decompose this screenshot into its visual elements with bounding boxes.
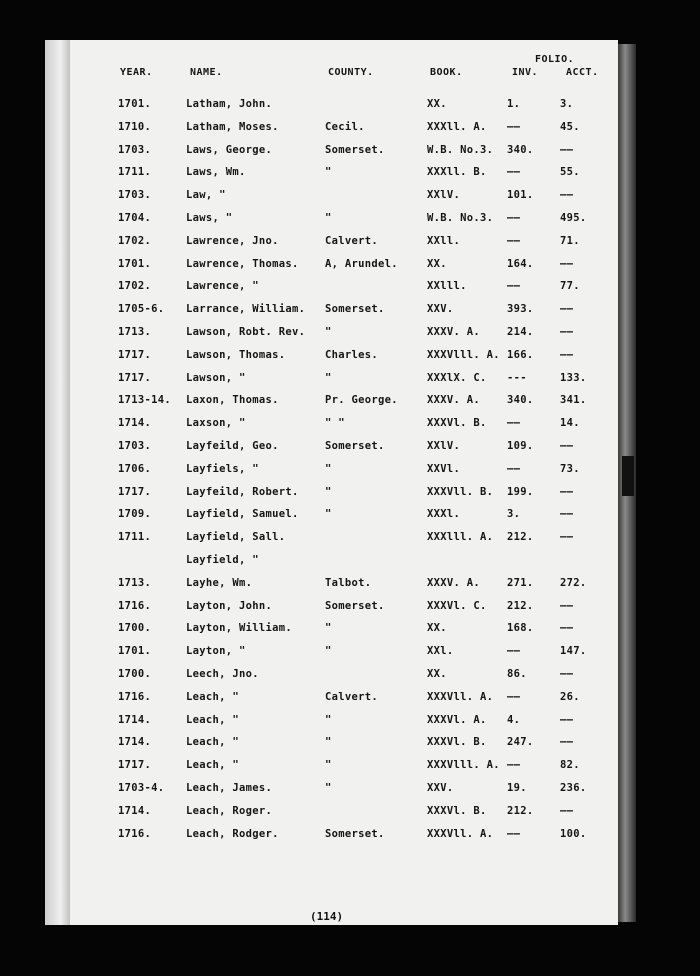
inv-cell: 212. [507, 599, 534, 612]
acct-cell: —— [560, 668, 574, 680]
ledger-row [0, 349, 700, 371]
ledger-row [0, 805, 700, 827]
inv-cell: —— [507, 280, 521, 293]
county-cell: A, Arundel. [325, 257, 398, 270]
name-cell: Lawson, " [186, 371, 246, 384]
header-county: COUNTY. [328, 67, 374, 78]
name-cell: Leach, Rodger. [186, 827, 279, 840]
acct-cell: —— [560, 326, 574, 338]
name-cell: Latham, John. [186, 98, 273, 110]
inv-cell: 340. [507, 143, 534, 156]
county-cell: " [325, 326, 332, 338]
acct-cell: 147. [560, 645, 587, 658]
acct-cell: —— [560, 257, 574, 270]
ledger-row [0, 372, 700, 394]
book-cell: XX. [427, 257, 447, 270]
ledger-row [0, 668, 700, 690]
acct-cell: 100. [560, 827, 587, 840]
ledger-row [0, 98, 700, 120]
name-cell: Layton, John. [186, 599, 273, 612]
inv-cell: —— [507, 690, 521, 703]
book-cell: XXXll. B. [427, 166, 487, 179]
name-cell: Leach, " [186, 690, 239, 703]
year-cell: 1700. [118, 668, 152, 680]
county-cell: Somerset. [325, 599, 385, 612]
county-cell: " [325, 713, 332, 726]
book-cell: XXV. [427, 782, 454, 794]
ledger-row [0, 782, 700, 804]
name-cell: Layfield, Samuel. [186, 508, 299, 521]
book-cell: XXXVlll. A. [427, 759, 500, 772]
county-cell: " [325, 736, 332, 749]
year-cell: 1714. [118, 713, 152, 726]
book-cell: XXXVl. B. [427, 736, 487, 749]
year-cell: 1703. [118, 189, 152, 202]
name-cell: Laws, George. [186, 143, 273, 156]
ledger-row [0, 531, 700, 553]
name-cell: Lawrence, " [186, 280, 259, 293]
inv-cell: 393. [507, 303, 534, 316]
ledger-row [0, 303, 700, 325]
book-cell: XXl. [427, 645, 454, 658]
acct-cell: —— [560, 189, 574, 202]
acct-cell: —— [560, 348, 574, 361]
name-cell: Layfield, " [186, 554, 259, 566]
year-cell: 1701. [118, 645, 152, 658]
county-cell: " [325, 371, 332, 384]
county-cell: " [325, 645, 332, 658]
inv-cell: 109. [507, 440, 534, 452]
ledger-row [0, 486, 700, 508]
year-cell: 1717. [118, 348, 152, 361]
name-cell: Laxson, " [186, 417, 246, 430]
county-cell: Calvert. [325, 690, 378, 703]
year-cell: 1703. [118, 440, 152, 452]
inv-cell: —— [507, 645, 521, 658]
name-cell: Leach, " [186, 759, 239, 772]
name-cell: Layton, William. [186, 622, 292, 635]
book-cell: XXXl. [427, 508, 461, 521]
acct-cell: 73. [560, 462, 580, 475]
acct-cell: —— [560, 440, 574, 452]
year-cell: 1709. [118, 508, 152, 521]
ledger-row [0, 828, 700, 850]
book-cell: XXXlll. A. [427, 531, 494, 544]
header-book: BOOK. [430, 67, 463, 78]
inv-cell: 3. [507, 508, 521, 521]
inv-cell: —— [507, 462, 521, 475]
county-cell: " " [325, 417, 345, 430]
acct-cell: 45. [560, 120, 580, 133]
book-cell: XXXlX. C. [427, 371, 487, 384]
inv-cell: —— [507, 417, 521, 430]
inv-cell: —— [507, 166, 521, 179]
name-cell: Laxon, Thomas. [186, 394, 279, 407]
inv-cell: 340. [507, 394, 534, 407]
acct-cell: 341. [560, 394, 587, 407]
name-cell: Laws, Wm. [186, 166, 246, 179]
ledger-row [0, 691, 700, 713]
acct-cell: 55. [560, 166, 580, 179]
name-cell: Lawrence, Jno. [186, 234, 279, 247]
year-cell: 1703. [118, 143, 152, 156]
county-cell: " [325, 759, 332, 772]
county-cell: Somerset. [325, 303, 385, 316]
ledger-row [0, 645, 700, 667]
book-cell: XXXVll. A. [427, 690, 494, 703]
inv-cell: --- [507, 371, 527, 384]
county-cell: " [325, 166, 332, 179]
ledger-row [0, 326, 700, 348]
book-cell: XXXVll. A. [427, 827, 494, 840]
ledger-row [0, 714, 700, 736]
county-cell: " [325, 508, 332, 521]
county-cell: Somerset. [325, 440, 385, 452]
ledger-row [0, 508, 700, 530]
book-cell: XXXV. A. [427, 576, 480, 589]
book-cell: XXlV. [427, 189, 461, 202]
year-cell: 1701. [118, 257, 152, 270]
year-cell: 1713. [118, 576, 152, 589]
book-cell: XXV. [427, 303, 454, 316]
ledger-row [0, 280, 700, 302]
ledger-row [0, 258, 700, 280]
inv-cell: 4. [507, 713, 521, 726]
year-cell: 1701. [118, 98, 152, 110]
book-cell: XX. [427, 668, 447, 680]
acct-cell: —— [560, 713, 574, 726]
book-cell: XXXVl. C. [427, 599, 487, 612]
book-cell: W.B. No.3. [427, 143, 494, 156]
ledger-row [0, 554, 700, 576]
acct-cell: 272. [560, 576, 587, 589]
name-cell: Law, " [186, 189, 226, 202]
year-cell: 1717. [118, 759, 152, 772]
acct-cell: —— [560, 303, 574, 316]
inv-cell: —— [507, 234, 521, 247]
year-cell: 1704. [118, 212, 152, 224]
acct-cell: 82. [560, 759, 580, 772]
acct-cell: —— [560, 736, 574, 749]
year-cell: 1714. [118, 417, 152, 430]
acct-cell: —— [560, 485, 574, 498]
name-cell: Lawson, Thomas. [186, 348, 286, 361]
inv-cell: —— [507, 759, 521, 772]
year-cell: 1705-6. [118, 303, 165, 316]
name-cell: Layton, " [186, 645, 246, 658]
book-cell: XXXVl. A. [427, 713, 487, 726]
name-cell: Layhe, Wm. [186, 576, 253, 589]
book-cell: XXXVll. B. [427, 485, 494, 498]
inv-cell: 101. [507, 189, 534, 202]
inv-cell: 166. [507, 348, 534, 361]
year-cell: 1716. [118, 827, 152, 840]
inv-cell: 1. [507, 98, 521, 110]
inv-cell: 199. [507, 485, 534, 498]
inv-cell: 86. [507, 668, 527, 680]
ledger-row [0, 622, 700, 644]
year-cell: 1700. [118, 622, 152, 635]
inv-cell: —— [507, 212, 521, 224]
ledger-row [0, 600, 700, 622]
name-cell: Layfeild, Geo. [186, 440, 279, 452]
name-cell: Leach, " [186, 713, 239, 726]
acct-cell: 71. [560, 234, 580, 247]
year-cell: 1713. [118, 326, 152, 338]
acct-cell: 236. [560, 782, 587, 794]
acct-cell: 495. [560, 212, 587, 224]
year-cell: 1711. [118, 531, 152, 544]
acct-cell: —— [560, 508, 574, 521]
book-cell: XXXll. A. [427, 120, 487, 133]
year-cell: 1714. [118, 736, 152, 749]
year-cell: 1716. [118, 599, 152, 612]
book-cell: XXXVlll. A. [427, 348, 500, 361]
county-cell: Pr. George. [325, 394, 398, 407]
header-acct: ACCT. [566, 67, 599, 78]
ledger-row [0, 235, 700, 257]
ledger-row [0, 121, 700, 143]
book-cell: XXll. [427, 234, 461, 247]
acct-cell: 3. [560, 98, 574, 110]
year-cell: 1714. [118, 804, 152, 817]
county-cell: Somerset. [325, 143, 385, 156]
book-cell: XXlV. [427, 440, 461, 452]
county-cell: Cecil. [325, 120, 365, 133]
year-cell: 1702. [118, 280, 152, 293]
book-cell: XXXVl. B. [427, 804, 487, 817]
ledger-row [0, 759, 700, 781]
inv-cell: —— [507, 827, 521, 840]
name-cell: Leech, Jno. [186, 668, 259, 680]
year-cell: 1717. [118, 371, 152, 384]
ledger-row [0, 577, 700, 599]
book-cell: XXXV. A. [427, 394, 480, 407]
book-cell: XXXV. A. [427, 326, 480, 338]
acct-cell: —— [560, 599, 574, 612]
acct-cell: —— [560, 804, 574, 817]
name-cell: Lawson, Robt. Rev. [186, 326, 306, 338]
name-cell: Leach, James. [186, 782, 273, 794]
name-cell: Laws, " [186, 212, 233, 224]
name-cell: Latham, Moses. [186, 120, 279, 133]
header-name: NAME. [190, 67, 223, 78]
inv-cell: 168. [507, 622, 534, 635]
book-cell: XX. [427, 98, 447, 110]
book-cell: W.B. No.3. [427, 212, 494, 224]
inv-cell: 19. [507, 782, 527, 794]
name-cell: Layfeild, Robert. [186, 485, 299, 498]
acct-cell: 77. [560, 280, 580, 293]
inv-cell: —— [507, 120, 521, 133]
year-cell: 1703-4. [118, 782, 165, 794]
ledger-row [0, 417, 700, 439]
county-cell: " [325, 485, 332, 498]
acct-cell: 26. [560, 690, 580, 703]
acct-cell: 14. [560, 417, 580, 430]
inv-cell: 212. [507, 531, 534, 544]
name-cell: Lawrence, Thomas. [186, 257, 299, 270]
book-cell: XXVl. [427, 462, 461, 475]
year-cell: 1710. [118, 120, 152, 133]
year-cell: 1717. [118, 485, 152, 498]
ledger-row [0, 394, 700, 416]
county-cell: Somerset. [325, 827, 385, 840]
inv-cell: 164. [507, 257, 534, 270]
county-cell: Talbot. [325, 576, 372, 589]
county-cell: " [325, 622, 332, 635]
acct-cell: —— [560, 143, 574, 156]
page-number: (114) [310, 910, 344, 923]
ledger-row [0, 736, 700, 758]
inv-cell: 271. [507, 576, 534, 589]
inv-cell: 212. [507, 804, 534, 817]
year-cell: 1713-14. [118, 394, 171, 407]
ledger-row [0, 440, 700, 462]
name-cell: Layfiels, " [186, 462, 259, 475]
acct-cell: 133. [560, 371, 587, 384]
county-cell: Charles. [325, 348, 378, 361]
year-cell: 1702. [118, 234, 152, 247]
year-cell: 1711. [118, 166, 152, 179]
acct-cell: —— [560, 531, 574, 544]
county-cell: " [325, 782, 332, 794]
name-cell: Layfield, Sall. [186, 531, 286, 544]
header-year: YEAR. [120, 67, 153, 78]
acct-cell: —— [560, 622, 574, 635]
name-cell: Leach, Roger. [186, 804, 273, 817]
name-cell: Larrance, William. [186, 303, 306, 316]
inv-cell: 247. [507, 736, 534, 749]
ledger-row [0, 144, 700, 166]
ledger-row [0, 212, 700, 234]
county-cell: " [325, 212, 332, 224]
book-cell: XXlll. [427, 280, 467, 293]
county-cell: " [325, 462, 332, 475]
ledger-row [0, 463, 700, 485]
name-cell: Leach, " [186, 736, 239, 749]
header-folio: FOLIO. [535, 54, 575, 65]
year-cell: 1706. [118, 462, 152, 475]
year-cell: 1716. [118, 690, 152, 703]
county-cell: Calvert. [325, 234, 378, 247]
book-cell: XX. [427, 622, 447, 635]
inv-cell: 214. [507, 326, 534, 338]
ledger-row [0, 189, 700, 211]
ledger-row [0, 166, 700, 188]
header-inv: INV. [512, 67, 539, 78]
book-cell: XXXVl. B. [427, 417, 487, 430]
